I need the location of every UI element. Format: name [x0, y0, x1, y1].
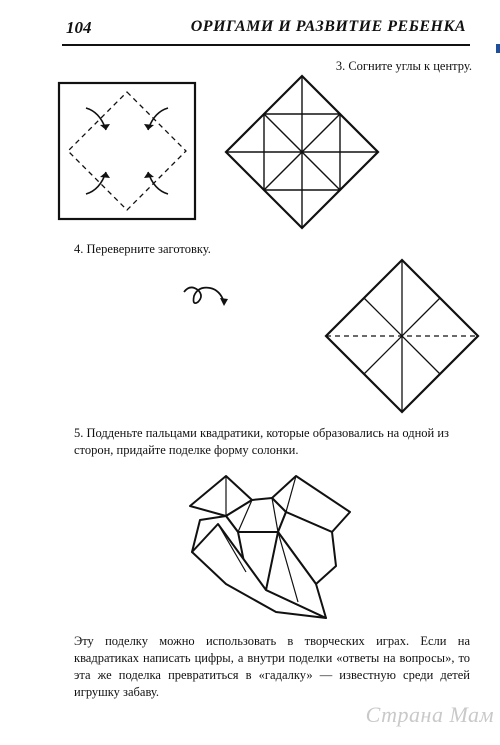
header-rule [62, 44, 470, 46]
page-header [62, 18, 466, 42]
step-3-caption: 3. Согните углы к центру. [335, 59, 472, 73]
step-4-caption: 4. Переверните заготовку. [74, 242, 211, 256]
figure-diamond-flipped [322, 256, 482, 416]
edge-mark [496, 44, 500, 53]
watermark: Страна Мам [365, 702, 494, 727]
running-title: ОРИГАМИ И РАЗВИТИЕ РЕБЕНКА [190, 18, 466, 35]
figure-square-folds [56, 80, 198, 222]
page-number: 104 [66, 18, 92, 37]
closing-paragraph: Эту поделку можно использовать в творческих играх. Если на квадратиках написать цифры, а внутри поделки «ответы на вопросы», то эта же поделка превратиться в «гадалку» — известную среди детей игрушку забаву. [74, 634, 470, 699]
figure-fortune-teller [186, 472, 358, 622]
turn-over-arrow-icon [180, 282, 232, 312]
figure-diamond-folded [222, 72, 382, 232]
step-5-caption: 5. Подденьте пальцами квадратики, которые образовались на одной из сторон, придайте поделке форму солонки. [74, 426, 449, 457]
